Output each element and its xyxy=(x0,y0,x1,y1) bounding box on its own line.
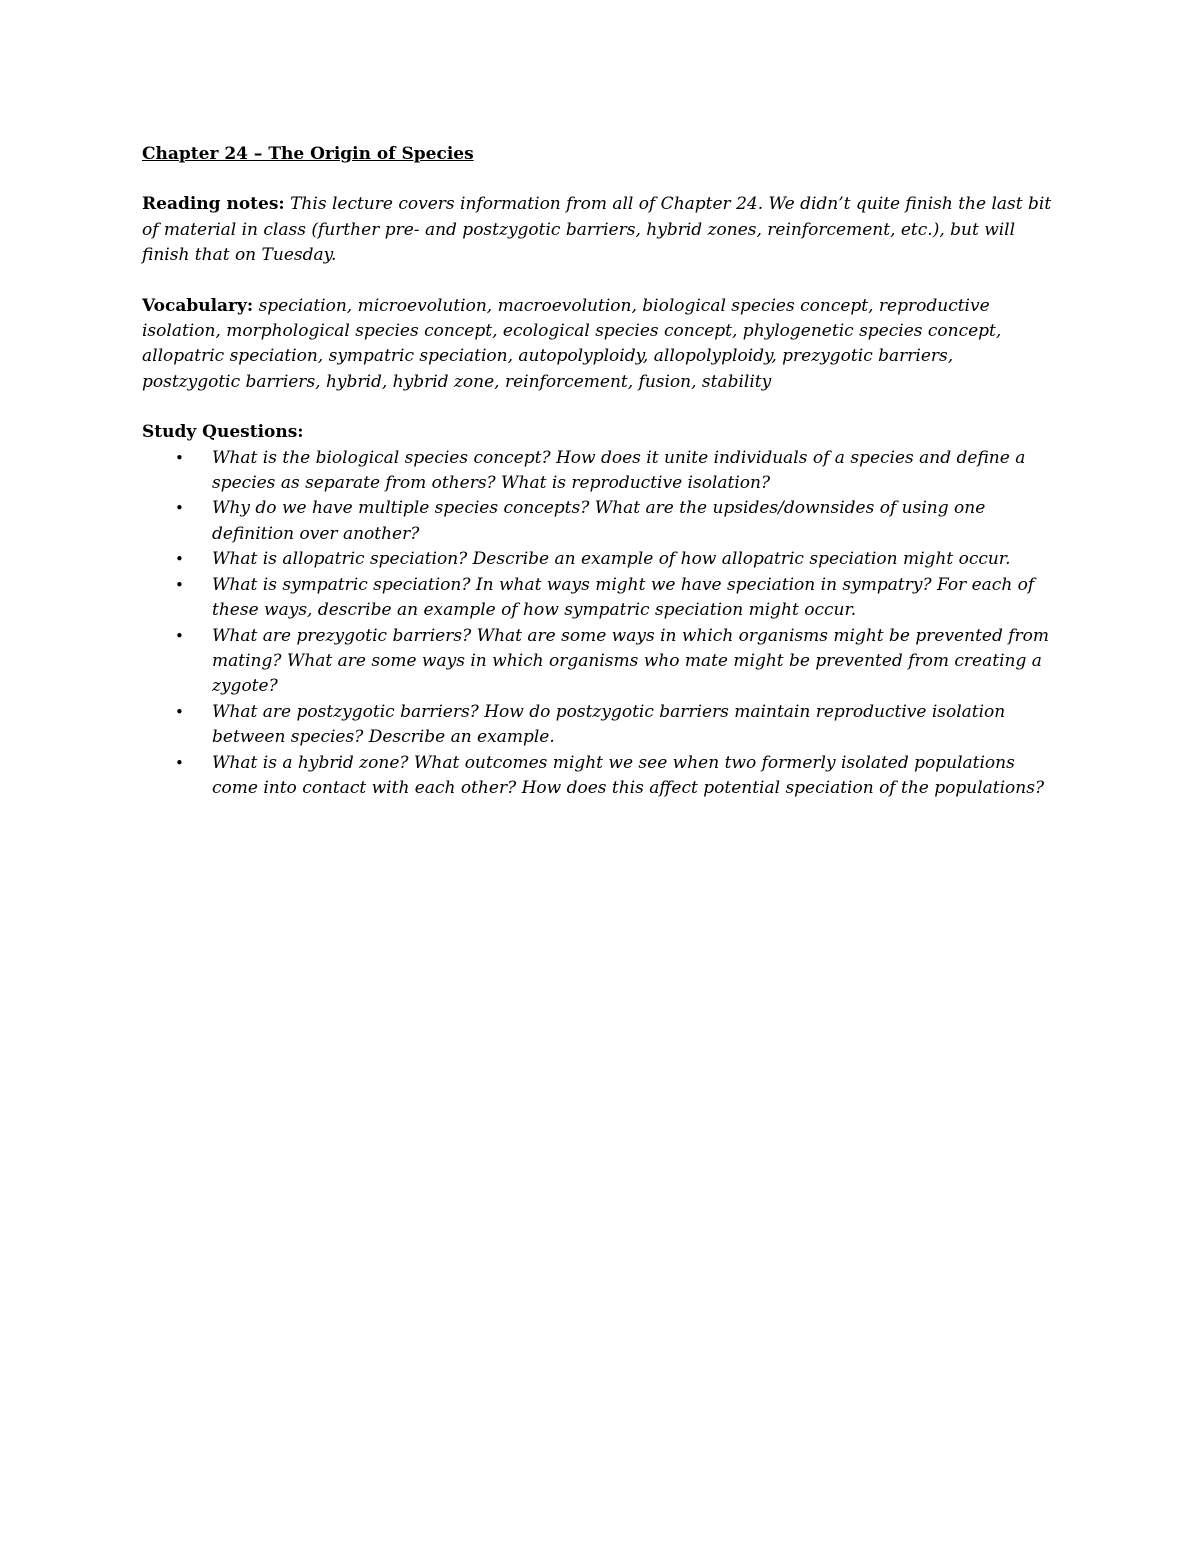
study-question-text: What is sympatric speciation? In what ways might we have speciation in sympatry? For each of these ways, describe an example of how sympatric speciation might occur. xyxy=(212,574,1035,621)
study-questions-list xyxy=(142,446,1052,802)
reading-notes-text: This lecture covers information from all of Chapter 24. We didn’t quite finish the last bit of material in class (further pre- and postzygotic barriers, hybrid zones, reinforcement, etc.), but will finish that on Tuesday. xyxy=(142,194,1052,266)
document-title: Chapter 24 – The Origin of Species xyxy=(142,144,474,164)
bullet-icon: • xyxy=(175,575,184,594)
study-question-item xyxy=(142,446,1052,497)
reading-notes-paragraph xyxy=(142,192,1052,268)
study-question-text: What is allopatric speciation? Describe an example of how allopatric speciation might occur. xyxy=(212,549,1011,570)
bullet-icon: • xyxy=(175,702,184,721)
study-question-text: What are postzygotic barriers? How do postzygotic barriers maintain reproductive isolation between species? Describe an example. xyxy=(212,701,1006,748)
study-question-item xyxy=(142,496,1052,547)
study-questions-heading: Study Questions: xyxy=(142,422,304,443)
study-question-text: Why do we have multiple species concepts? What are the upsides/downsides of using one definition over another? xyxy=(212,498,986,544)
bullet-icon: • xyxy=(175,626,184,645)
document-content xyxy=(142,142,1052,801)
vocabulary-label: Vocabulary: xyxy=(142,295,254,316)
study-question-item xyxy=(142,751,1052,802)
study-question-item xyxy=(142,624,1052,700)
bullet-icon: • xyxy=(175,499,184,518)
reading-notes-label: Reading notes: xyxy=(142,194,285,215)
vocabulary-paragraph xyxy=(142,294,1052,396)
study-question-item xyxy=(142,547,1052,572)
study-question-item xyxy=(142,573,1052,624)
vocabulary-text: speciation, microevolution, macroevolution, biological species concept, reproductive isolation, morphological species concept, ecological species concept, phylogenetic species concept, allopatric speciation, sympatric speciation, autopolyploidy, allopolyploidy, prezygotic barriers, postzygotic barriers, hybrid, hybrid zone, reinforcement, fusion, stability xyxy=(142,295,1002,392)
bullet-icon: • xyxy=(175,753,184,772)
study-question-text: What is the biological species concept? How does it unite individuals of a species and define a species as separate from others? What is reproductive isolation? xyxy=(212,447,1026,494)
study-question-item xyxy=(142,700,1052,751)
bullet-icon: • xyxy=(175,448,184,467)
study-question-text: What is a hybrid zone? What outcomes might we see when two formerly isolated populations come into contact with each other? How does this affect potential speciation of the populations? xyxy=(212,752,1045,798)
study-question-text: What are prezygotic barriers? What are some ways in which organisms might be prevented from mating? What are some ways in which organisms who mate might be prevented from creating a zygote? xyxy=(212,625,1050,697)
bullet-icon: • xyxy=(175,550,184,569)
